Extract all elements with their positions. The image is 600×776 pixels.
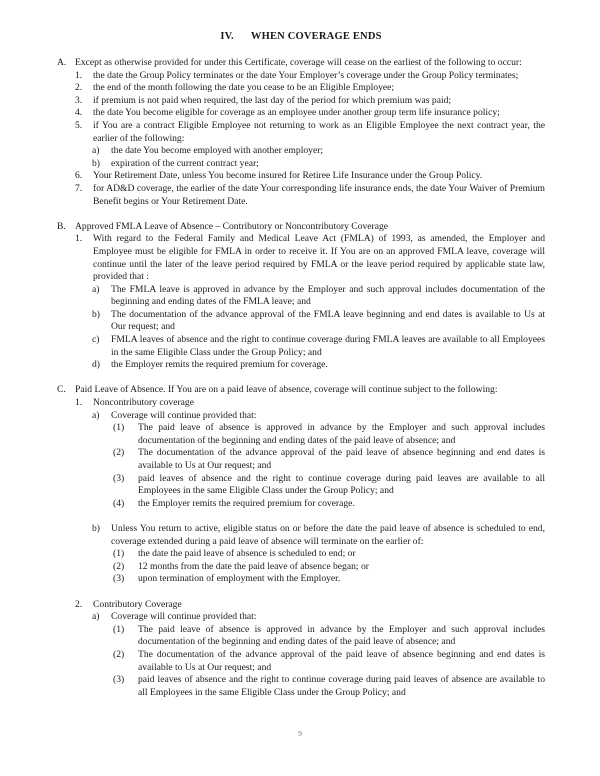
- list-item-label: a): [92, 409, 100, 421]
- list-item: [113, 561, 545, 574]
- list-item: [75, 120, 545, 145]
- list-item-label: 2.: [75, 82, 83, 94]
- list-item-label: 1.: [75, 233, 83, 245]
- list-item-text: The documentation of the advance approval of the FMLA leave beginning and end dates is available to Us at Our request; and: [111, 308, 545, 333]
- list-item: [57, 384, 545, 397]
- list-item-text: Coverage will continue provided that:: [111, 611, 257, 623]
- list-item-text: The FMLA leave is approved in advance by the Employer and such approval includes documentation of the beginning and ending dates of the FMLA leave; and: [111, 283, 545, 308]
- list-item-text: the date the Group Policy terminates or the date Your Employer’s coverage under the Group Policy terminates;: [93, 69, 519, 81]
- list-item-text: 12 months from the date the paid leave of absence began; or: [138, 560, 369, 572]
- list-item-label: 1.: [75, 397, 83, 409]
- list-item: [75, 599, 545, 612]
- list-item-text: expiration of the current contract year;: [111, 157, 259, 169]
- list-item-label: a): [92, 611, 100, 623]
- list-item-label: (3): [113, 472, 125, 484]
- list-item-text: The documentation of the advance approval of the paid leave of absence beginning and end dates is available to Us at Our request; and: [138, 648, 545, 673]
- list-item-text: With regard to the Federal Family and Medical Leave Act (FMLA) of 1993, as amended, the Employer and Employee must be eligible for FMLA in order to receive it. If You are on an approved FMLA leave, coverage will continue until the later of the leave period required by FMLA or the leave period required by applicable state law, provided that :: [93, 233, 545, 283]
- list-item-label: (2): [113, 560, 125, 572]
- list-item-text: upon termination of employment with the Employer.: [138, 573, 341, 585]
- list-item-label: A.: [57, 57, 67, 68]
- list-item-text: The paid leave of absence is approved in advance by the Employer and such approval includes documentation of the beginning and ending dates of the paid leave of absence; and: [138, 623, 545, 648]
- list-item-text: Your Retirement Date, unless You become insured for Retiree Life Insurance under the Group Policy.: [93, 170, 483, 182]
- list-item-label: b): [92, 157, 100, 169]
- list-item-label: (1): [113, 623, 125, 635]
- list-item: [92, 334, 545, 359]
- list-item-text: the Employer remits the required premium for coverage.: [111, 359, 328, 371]
- list-item: [75, 82, 545, 95]
- list-item: [75, 70, 545, 83]
- list-item: [75, 95, 545, 108]
- list-item-label: (1): [113, 548, 125, 560]
- list-item-label: b): [92, 522, 100, 534]
- list-item-text: the date You become employed with another employer;: [111, 145, 324, 157]
- list-item-text: Coverage will continue provided that:: [111, 409, 257, 421]
- document-body: [57, 57, 545, 699]
- list-item: [113, 674, 545, 699]
- list-item-text: for AD&D coverage, the earlier of the date Your corresponding life insurance ends, the date Your Waiver of Premium Benefit begins or Your Retirement Date.: [93, 182, 545, 207]
- list-item-text: if premium is not paid when required, the last day of the period for which premium was paid;: [93, 94, 452, 106]
- list-item-text: paid leaves of absence and the right to continue coverage during paid leaves of absence are available to all Employees in the same Eligible Class under the Group Policy; and: [138, 674, 545, 698]
- list-item: [113, 548, 545, 561]
- list-item: [113, 422, 545, 447]
- list-item: [92, 284, 545, 309]
- section-heading: [57, 30, 545, 43]
- list-item: [75, 107, 545, 120]
- list-item: [92, 359, 545, 372]
- section-heading-number: IV.: [220, 31, 234, 42]
- list-item-label: C.: [57, 384, 66, 396]
- list-item-label: 7.: [75, 182, 83, 194]
- list-item-label: c): [92, 334, 100, 346]
- list-item-text: The paid leave of absence is approved in advance by the Employer and such approval includes documentation of the beginning and ending dates of the paid leave of absence; and: [138, 422, 545, 446]
- list-item: [75, 183, 545, 208]
- list-item-text: Contributory Coverage: [93, 598, 182, 610]
- list-item-text: Approved FMLA Leave of Absence – Contributory or Noncontributory Coverage: [75, 220, 389, 232]
- list-item-label: B.: [57, 220, 66, 232]
- list-item-label: a): [92, 283, 100, 295]
- list-item: [92, 158, 545, 171]
- list-item-label: (1): [113, 422, 125, 434]
- list-item-label: 6.: [75, 170, 83, 182]
- list-item-label: (2): [113, 447, 125, 459]
- list-item: [113, 498, 545, 511]
- list-item-label: 3.: [75, 94, 83, 106]
- list-item-label: 1.: [75, 69, 83, 81]
- list-item-label: b): [92, 308, 100, 320]
- list-item: [113, 573, 545, 586]
- list-item-label: (4): [113, 497, 125, 509]
- list-item-label: d): [92, 359, 100, 371]
- list-item-label: 2.: [75, 598, 83, 610]
- list-item-label: a): [92, 145, 100, 157]
- list-item: [92, 611, 545, 624]
- list-item: [92, 410, 545, 423]
- list-item-text: paid leaves of absence and the right to continue coverage during paid leaves are available to all Employees in the same Eligible Class under the Group Policy; and: [138, 472, 545, 497]
- list-item: [113, 624, 545, 649]
- list-item: [92, 309, 545, 334]
- list-item-label: 4.: [75, 107, 83, 119]
- list-item-text: the Employer remits the required premium for coverage.: [138, 497, 355, 509]
- list-item-text: the end of the month following the date you cease to be an Eligible Employee;: [93, 82, 395, 94]
- list-item: [113, 473, 545, 498]
- list-item: [113, 649, 545, 674]
- list-item-label: 5.: [75, 119, 83, 131]
- list-item-text: FMLA leaves of absence and the right to continue coverage during FMLA leaves are available to all Employees in the same Eligible Class under the Group Policy; and: [111, 334, 545, 358]
- list-item-text: Except as otherwise provided for under this Certificate, coverage will cease on the earliest of the following to occur:: [75, 57, 522, 68]
- list-item: [92, 523, 545, 548]
- list-item: [57, 221, 545, 234]
- list-item-text: Unless You return to active, eligible status on or before the date the paid leave of absence is scheduled to end, coverage extended during a paid leave of absence will terminate on the earlier of:: [111, 522, 545, 547]
- list-item-text: the date the paid leave of absence is scheduled to end; or: [138, 548, 356, 560]
- list-item: [92, 145, 545, 158]
- list-item: [57, 57, 545, 70]
- page-number: 9: [298, 729, 302, 738]
- list-item-text: if You are a contract Eligible Employee not returning to work as an Eligible Employee the next contract year, the earlier of the following:: [93, 119, 545, 144]
- list-item: [75, 233, 545, 283]
- list-item-label: (2): [113, 648, 125, 660]
- list-item-label: (3): [113, 573, 125, 585]
- list-item-text: the date You become eligible for coverage as an employee under another group term life insurance policy;: [93, 107, 500, 119]
- list-item-label: (3): [113, 674, 125, 686]
- list-item-text: The documentation of the advance approval of the paid leave of absence beginning and end dates is available to Us at Our request; and: [138, 447, 545, 471]
- section-heading-title: WHEN COVERAGE ENDS: [250, 31, 382, 42]
- list-item: [75, 397, 545, 410]
- list-item: [75, 170, 545, 183]
- list-item: [113, 447, 545, 472]
- list-item-text: Noncontributory coverage: [93, 397, 194, 409]
- list-item-text: Paid Leave of Absence. If You are on a paid leave of absence, coverage will continue subject to the following:: [75, 384, 498, 396]
